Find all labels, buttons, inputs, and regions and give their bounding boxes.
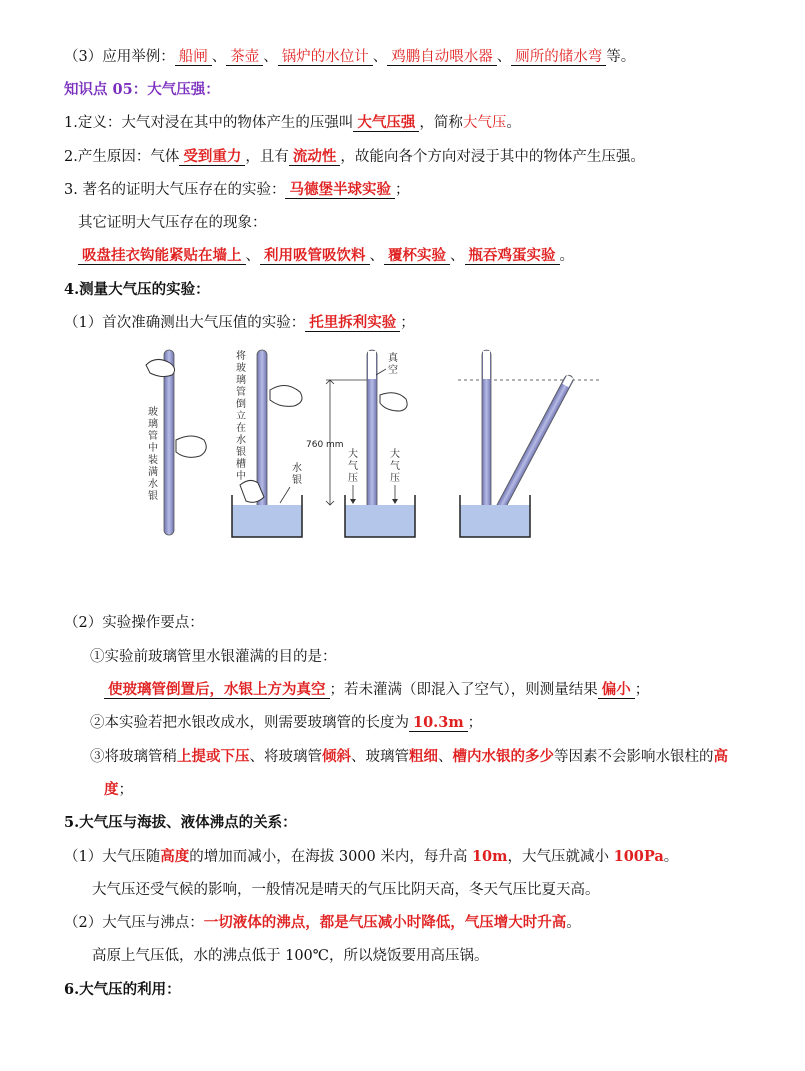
text: ； [634, 682, 650, 698]
first-measure-line [64, 313, 415, 333]
famous-experiment-line [64, 180, 409, 200]
separator: 、 [369, 248, 384, 264]
vacuum-space [368, 351, 376, 379]
text: （1）首次准确测出大气压值的实验： [64, 315, 306, 331]
separator: 、 [496, 49, 512, 65]
torricelli-figure [140, 345, 610, 555]
answer-text: 上提或下压 [177, 748, 250, 765]
answer-text: 槽内水银的多少 [452, 748, 554, 765]
answer-blank: 10.3m [409, 714, 468, 732]
heading-6: 6.大气压的利用： [64, 981, 181, 998]
answer-blank: 锅炉的水位计 [278, 49, 373, 66]
label-atm-left: 大 气 压 [348, 449, 358, 484]
examples-line [64, 47, 635, 67]
text: ，且有 [245, 149, 289, 165]
text: 。 [559, 248, 574, 264]
mercury-trough [460, 505, 530, 537]
point-1-answer [104, 680, 649, 700]
text: ； [467, 715, 483, 731]
answer-text: 10m [471, 848, 508, 865]
text: ； [118, 782, 133, 798]
panel-3 [306, 350, 415, 537]
other-phenomena-label: 其它证明大气压存在的现象： [78, 215, 267, 231]
point-3-line [90, 747, 728, 767]
text: 、玻璃管 [351, 749, 409, 765]
separator: 、 [372, 49, 388, 65]
mercury-trough [345, 505, 415, 537]
text: ，故能向各个方向对浸于其中的物体产生压强。 [340, 149, 645, 165]
text: ；若未灌满（即混入了空气），则测量结果 [329, 682, 598, 698]
heading-4: 4.测量大气压的实验： [64, 281, 210, 298]
answer-text: 100Pa [613, 848, 664, 865]
answer-text: 一切液体的沸点，都是气压减小时降低，气压增大时升高 [203, 914, 567, 931]
text: 2.产生原因：气体 [64, 149, 180, 165]
text: ； [400, 315, 415, 331]
mercury-trough [232, 505, 302, 537]
text: ②本实验若把水银改成水，则需要玻璃管的长度为 [90, 715, 409, 731]
answer-text: 大气压 [462, 115, 507, 131]
text: 3. 著名的证明大气压存在的实验： [64, 182, 286, 198]
answer-text: 高度 [160, 848, 190, 865]
label-760mm: 760 mm [306, 440, 344, 450]
answer-blank: 偏小 [598, 681, 635, 699]
text: 1.定义：大气对浸在其中的物体产生的压强叫 [64, 115, 354, 131]
text: 。 [663, 849, 679, 865]
panel-2 [232, 349, 305, 537]
text: ，简称 [419, 115, 463, 131]
answer-blank: 马德堡半球实验 [285, 181, 395, 199]
hand-icon [380, 393, 407, 411]
text: 。 [506, 115, 521, 131]
answer-blank: 吸盘挂衣钩能紧贴在墙上 [78, 247, 246, 265]
hand-icon [270, 385, 302, 406]
examples-suffix: 等。 [606, 49, 636, 65]
hand-icon [176, 436, 206, 457]
separator: 、 [211, 49, 227, 65]
text: ，大气压就减小 [507, 849, 614, 865]
label-tube-full: 玻 璃 管 中 装 满 水 银 [148, 407, 158, 502]
examples-prefix: （3）应用举例： [64, 49, 175, 65]
altitude-line [64, 847, 678, 867]
point-2-line [90, 713, 482, 733]
answer-blank: 厕所的储水弯 [511, 49, 606, 66]
text: 、 [438, 749, 453, 765]
answer-blank: 船闸 [175, 49, 212, 66]
answer-blank: 流动性 [289, 148, 341, 166]
answer-blank: 鸡鹏自动喂水器 [387, 49, 497, 66]
answer-blank: 茶壶 [226, 49, 263, 66]
answer-text: 高 [713, 748, 728, 765]
text: 的增加而减小，在海拔 3000 米内，每升高 [189, 849, 472, 865]
answer-blank: 大气压强 [353, 114, 419, 132]
answer-text: 倾斜 [322, 748, 351, 765]
answer-blank: 瓶吞鸡蛋实验 [465, 247, 560, 265]
text: 、将玻璃管 [249, 749, 322, 765]
answer-text: 度 [104, 781, 119, 798]
label-vacuum: 真 空 [388, 353, 398, 376]
answer-blank: 覆杯实验 [384, 247, 450, 265]
text: 等因素不会影响水银柱的 [554, 749, 714, 765]
label-invert: 将 玻 璃 管 倒 立 在 水 银 槽 中 [236, 351, 246, 482]
label-mercury: 水 银 [292, 463, 302, 486]
answer-blank: 利用吸管吸饮料 [260, 247, 370, 265]
operation-points-heading: （2）实验操作要点： [64, 615, 204, 631]
panel-1 [146, 350, 206, 535]
cause-line [64, 147, 645, 167]
answer-text: 粗细 [409, 748, 438, 765]
separator: 、 [263, 49, 278, 65]
text: ； [394, 182, 410, 198]
boiling-point-line [64, 913, 581, 933]
other-phenomena-line [78, 246, 574, 266]
weather-line: 大气压还受气候的影响，一般情况是晴天的气压比阴天高，冬天气压比夏天高。 [92, 882, 600, 898]
text: ③将玻璃管稍 [90, 749, 177, 765]
heading-5: 5.大气压与海拔、液体沸点的关系： [64, 814, 297, 831]
answer-blank: 托里拆利实验 [305, 314, 400, 332]
label-atm-right: 大 气 压 [390, 449, 400, 484]
section-title: 知识点 05：大气压强： [64, 81, 220, 98]
plateau-line: 高原上气压低，水的沸点低于 100℃，所以烧饭要用高压锅。 [92, 948, 489, 964]
panel-4 [458, 350, 600, 537]
point-3-continued [104, 780, 133, 800]
text: （1）大气压随 [64, 849, 161, 865]
separator: 、 [450, 248, 465, 264]
glass-tube [164, 350, 174, 535]
answer-blank: 受到重力 [179, 148, 245, 166]
answer-blank: 使玻璃管倒置后，水银上方为真空 [104, 681, 330, 699]
text: （2）大气压与沸点： [64, 915, 204, 931]
separator: 、 [245, 248, 260, 264]
text: 。 [566, 915, 581, 931]
definition-line [64, 113, 521, 133]
point-1-question: ①实验前玻璃管里水银灌满的目的是： [90, 649, 337, 665]
